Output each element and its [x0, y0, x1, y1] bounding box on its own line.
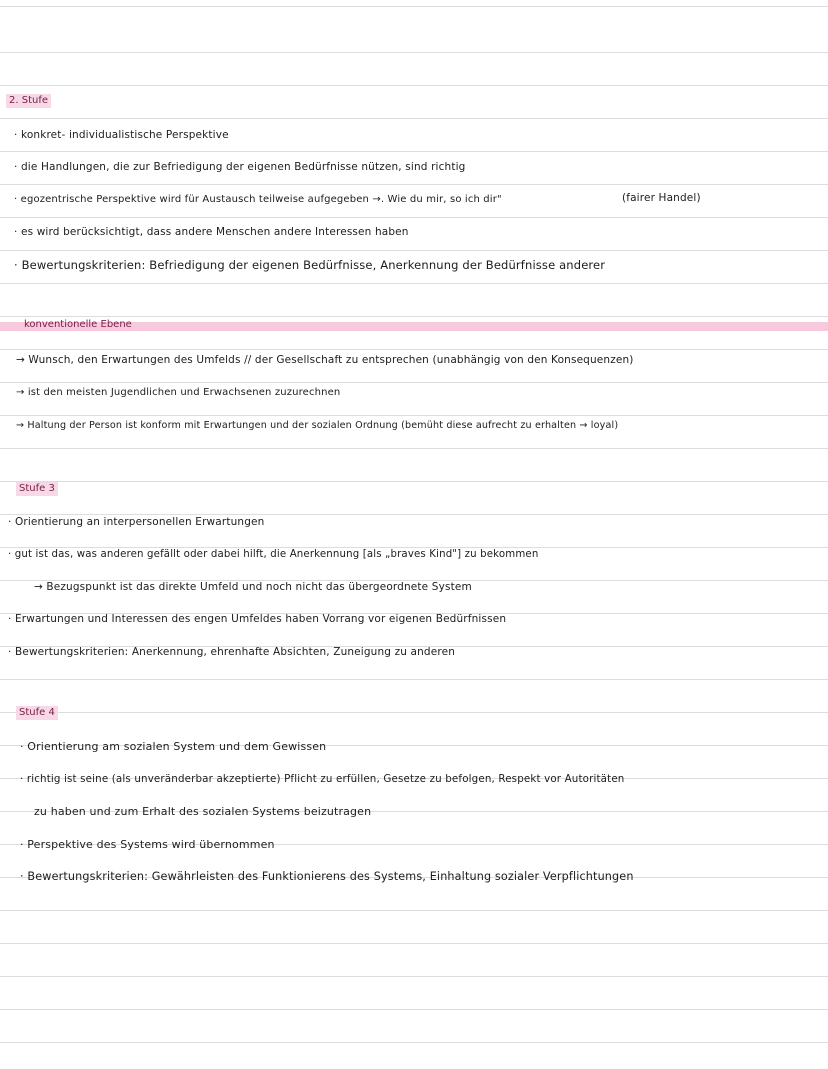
note-line: · es wird berücksichtigt, dass andere Menschen andere Interessen haben [14, 226, 409, 238]
note-line: · Orientierung an interpersonellen Erwartungen [8, 516, 265, 528]
heading-stufe-3: Stufe 3 [16, 482, 58, 496]
note-line: · egozentrische Perspektive wird für Austausch teilweise aufgegeben →. Wie du mir, so ich dir" [14, 194, 502, 205]
note-line: → Wunsch, den Erwartungen des Umfelds // der Gesellschaft zu entsprechen (unabhängig von den Konsequenzen) [16, 354, 634, 366]
note-line: · die Handlungen, die zur Befriedigung der eigenen Bedürfnisse nützen, sind richtig [14, 161, 466, 173]
note-line: → ist den meisten Jugendlichen und Erwachsenen zuzurechnen [16, 387, 341, 398]
note-line: · Perspektive des Systems wird übernommen [20, 838, 275, 851]
note-line: zu haben und zum Erhalt des sozialen Systems beizutragen [34, 805, 372, 818]
note-line: → Bezugspunkt ist das direkte Umfeld und noch nicht das übergeordnete System [34, 581, 472, 593]
note-line: · Erwartungen und Interessen des engen Umfeldes haben Vorrang vor eigenen Bedürfnissen [8, 613, 507, 625]
note-line: → Haltung der Person ist konform mit Erwartungen und der sozialen Ordnung (bemüht diese aufrecht zu erhalten → loyal) [16, 420, 619, 431]
side-note: (fairer Handel) [622, 192, 701, 204]
heading-konventionelle-ebene: konventionelle Ebene [24, 319, 132, 330]
heading-stufe-2: 2. Stufe [6, 94, 51, 108]
note-line: · Bewertungskriterien: Befriedigung der eigenen Bedürfnisse, Anerkennung der Bedürfnisse anderer [14, 258, 606, 272]
note-line: · gut ist das, was anderen gefällt oder dabei hilft, die Anerkennung [als „braves Kind"] zu bekommen [8, 549, 539, 560]
note-line: · richtig ist seine (als unveränderbar akzeptierte) Pflicht zu erfüllen, Gesetze zu befolgen, Respekt vor Autoritäten [20, 773, 625, 785]
note-line: · konkret- individualistische Perspektive [14, 129, 229, 141]
note-line: · Orientierung am sozialen System und dem Gewissen [20, 740, 327, 753]
note-line: · Bewertungskriterien: Anerkennung, ehrenhafte Absichten, Zuneigung zu anderen [8, 646, 455, 658]
heading-stufe-4: Stufe 4 [16, 706, 58, 720]
note-line: · Bewertungskriterien: Gewährleisten des Funktionierens des Systems, Einhaltung sozialer Verpflichtungen [20, 870, 634, 883]
